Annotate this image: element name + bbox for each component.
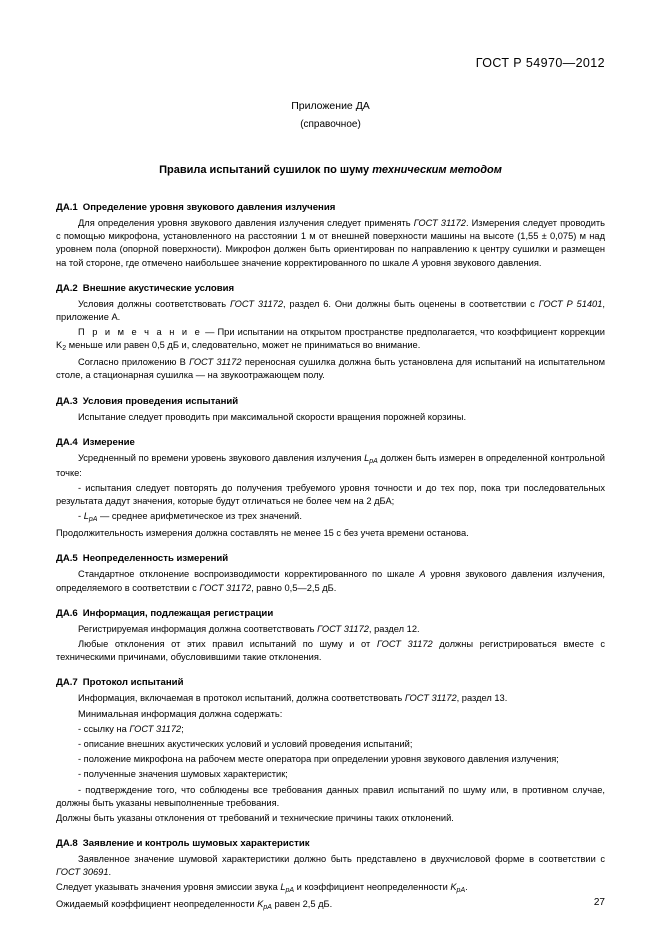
paragraph-note: П р и м е ч а н и е — При испытании на открытом пространстве предполагается, что коэффициент коррекции $K_2$ меньше или равен 0,5 дБ и, следовательно, может не приниматься во внимание. xyxy=(56,327,605,353)
section-heading-da7 xyxy=(56,677,605,688)
paragraph-bullet: - $L_{pA}$ — среднее арифметическое из трех значений. xyxy=(78,511,302,524)
paragraph: Стандартное отклонение воспроизводимости корректированного по шкале А уровня звукового давления излучения, определяемого в соответствии с ГОСТ 31172, равно 0,5—2,5 дБ. xyxy=(56,569,605,593)
section-heading-da8 xyxy=(56,838,605,849)
paragraph: Регистрируемая информация должна соответствовать ГОСТ 31172, раздел 12. xyxy=(78,623,420,634)
section-number-da1: ДА.1 xyxy=(56,202,78,213)
paragraph: Должны быть указаны отклонения от требований и технические причины таких отклонений. xyxy=(56,812,454,823)
section-title-da4: Измерение xyxy=(82,436,135,448)
section-title-da5: Неопределенность измерений xyxy=(82,553,229,565)
paragraph: Минимальная информация должна содержать: xyxy=(78,708,283,719)
paragraph: Условия должны соответствовать ГОСТ 31172, раздел 6. Они должны быть оценены в соответствии с ГОСТ Р 51401, приложение А. xyxy=(56,298,605,322)
standard-reference: ГОСТ Р 54970—2012 xyxy=(475,56,605,70)
page-title-plain: Правила испытаний сушилок по шуму xyxy=(159,164,373,176)
section-title-da8: Заявление и контроль шумовых характеристик xyxy=(82,838,310,850)
page-header xyxy=(56,56,605,70)
paragraph: Информация, включаемая в протокол испытаний, должна соответствовать ГОСТ 31172, раздел 13. xyxy=(78,693,508,704)
paragraph: Ожидаемый коэффициент неопределенности $K_{pA}$ равен 2,5 дБ. xyxy=(56,899,333,912)
section-title-da3: Условия проведения испытаний xyxy=(82,395,239,407)
section-title-da6: Информация, подлежащая регистрации xyxy=(82,607,274,619)
paragraph: Продолжительность измерения должна составлять не менее 15 с без учета времени останова. xyxy=(56,528,469,539)
section-number-da7: ДА.7 xyxy=(56,677,78,689)
section-title-da1: Определение уровня звукового давления излучения xyxy=(82,202,336,213)
section-number-da5: ДА.5 xyxy=(56,553,78,565)
section-number-da8: ДА.8 xyxy=(56,838,78,850)
section-title-da2: Внешние акустические условия xyxy=(82,282,235,294)
paragraph: Согласно приложению В ГОСТ 31172 переносная сушилка должна быть установлена для испытаний на испытательном столе, а стационарная сушилка — на звукоотражающем полу. xyxy=(56,357,605,381)
paragraph: Любые отклонения от этих правил испытаний по шуму и от ГОСТ 31172 должны регистрироваться вместе с техническими причинами, обусловившими такие отклонения. xyxy=(56,639,605,663)
annex-subtitle: (справочное) xyxy=(300,119,361,130)
paragraph-bullet: - положение микрофона на рабочем месте оператора при определении уровня звукового давления излучения; xyxy=(78,754,559,765)
section-number-da6: ДА.6 xyxy=(56,607,78,619)
section-number-da2: ДА.2 xyxy=(56,282,78,294)
paragraph-bullet: - полученные значения шумовых характеристик; xyxy=(78,769,288,780)
section-heading-da6 xyxy=(56,608,605,619)
paragraph-bullet: - описание внешних акустических условий и условий проведения испытаний; xyxy=(78,738,413,749)
paragraph-bullet: - испытания следует повторять до получения требуемого уровня точности и до тех пор, пока три последовательных результата дадут значения, которые будут отличаться не более чем на 2 дБА; xyxy=(56,482,605,507)
paragraph-bullet: - ссылку на ГОСТ 31172; xyxy=(78,723,184,734)
paragraph: Заявленное значение шумовой характеристики должно быть представлено в двухчисловой форме в соответствии с ГОСТ 30691. xyxy=(56,854,605,878)
annex-title: Приложение ДА xyxy=(291,100,370,112)
page-title-italic: техническим методом xyxy=(372,164,502,176)
section-heading-da5 xyxy=(56,553,605,564)
paragraph: Следует указывать значения уровня эмиссии звука $L_{pA}$ и коэффициент неопределенности $K_{pA}$. xyxy=(56,882,468,895)
section-heading-da1 xyxy=(56,202,605,213)
section-heading-da2 xyxy=(56,283,605,294)
section-number-da3: ДА.3 xyxy=(56,395,78,407)
section-number-da4: ДА.4 xyxy=(56,436,78,448)
section-heading-da3 xyxy=(56,396,605,407)
paragraph: Испытание следует проводить при максимальной скорости вращения порожней корзины. xyxy=(78,411,467,422)
paragraph: Для определения уровня звукового давления излучения следует применять ГОСТ 31172. Измерения следует проводить с помощью микрофона, установленного на расстоянии 1 м от внешней поверхности машины на высоте (1,55 ± 0,075) м над уровнем пола (опорной поверхности). Микрофон должен быть ориентирован по направлению к центру сушилки и размещен на той стороне, где отмечено наибольшее значение корректированного по шкале А уровня звукового давления. xyxy=(56,218,605,268)
paragraph: Усредненный по времени уровень звукового давления излучения $L_{pA}$ должен быть измерен в определенной контрольной точке: xyxy=(56,452,605,478)
page-title xyxy=(56,164,605,176)
section-heading-da4 xyxy=(56,437,605,448)
page-number: 27 xyxy=(593,897,605,908)
section-title-da7: Протокол испытаний xyxy=(82,677,184,689)
paragraph-bullet: - подтверждение того, что соблюдены все требования данных правил испытаний по шуму или, в противном случае, должны быть указаны невыполненные требования. xyxy=(56,784,605,808)
